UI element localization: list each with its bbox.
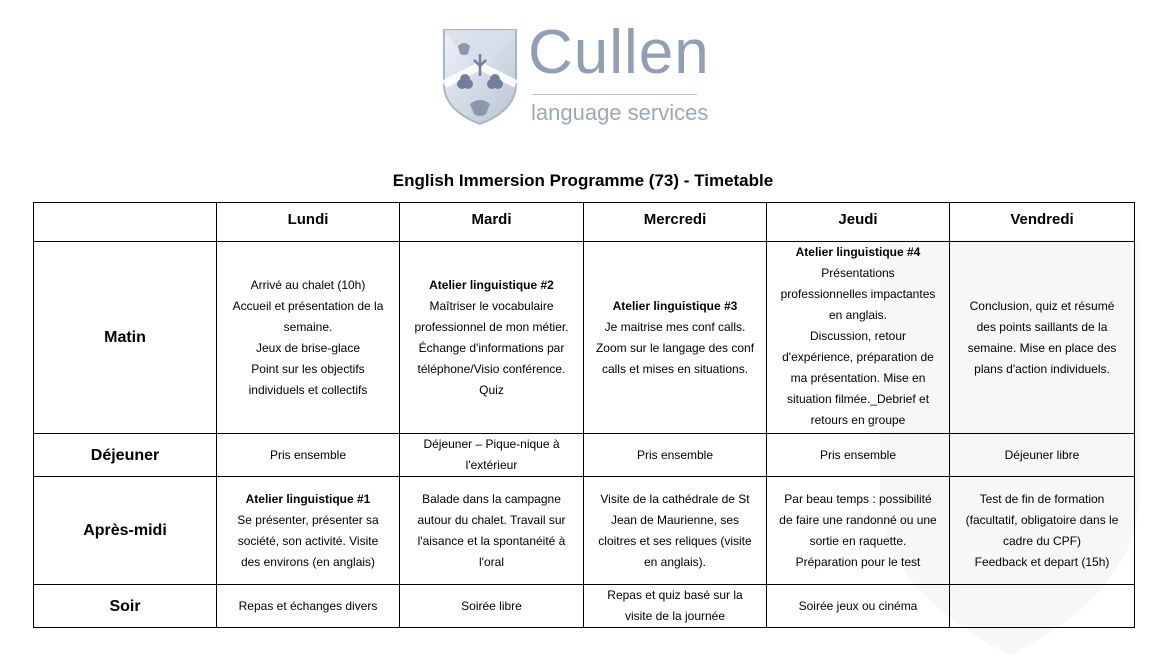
day-header-mardi: Mardi: [400, 203, 584, 242]
activity-cell: [584, 585, 767, 628]
corner-cell: [34, 203, 217, 242]
activity-text-line: sortie en raquette.: [809, 533, 907, 548]
activity-text-line: Se présenter, présenter sa: [237, 512, 379, 527]
logo-subtitle: language services: [531, 100, 709, 125]
header-row: [34, 203, 1135, 242]
activity-text-line: cloitres et ses reliques (visite: [598, 533, 752, 548]
activity-cell: [950, 434, 1135, 477]
activity-text-line: Échange d'informations par: [418, 340, 565, 355]
day-header-jeudi: Jeudi: [767, 203, 950, 242]
activity-text-line: d'expérience, préparation de: [782, 350, 934, 364]
activity-cell: [584, 242, 767, 434]
activity-cell: [950, 585, 1135, 628]
activity-text-line: plans d'action individuels.: [974, 361, 1110, 376]
activity-cell: [400, 242, 584, 434]
activity-cell: [950, 242, 1135, 434]
activity-text-line: Soirée jeux ou cinéma: [798, 598, 918, 613]
timetable-row: [34, 477, 1135, 585]
activity-text-line: situation filmée._Debrief et: [786, 392, 930, 406]
activity-cell: [400, 477, 584, 585]
activity-text-line: Arrivé au chalet (10h): [250, 277, 366, 292]
activity-cell: [217, 242, 400, 434]
activity-cell: [767, 242, 950, 434]
document-title: English Immersion Programme (73) - Timetable: [392, 171, 774, 190]
logo-divider: [532, 94, 697, 95]
activity-text-line: professionnel de mon métier.: [414, 319, 569, 334]
activity-text-line: l'oral: [479, 554, 504, 569]
timetable-row: [34, 585, 1135, 628]
activity-text-line: cadre du CPF): [1002, 533, 1082, 548]
shield-crest-icon: [440, 26, 520, 126]
timetable-row: [34, 242, 1135, 434]
activity-text-line: Repas et quiz basé sur la: [607, 588, 743, 602]
activity-text-line: visite de la journée: [624, 609, 726, 623]
activity-heading: Atelier linguistique #3: [612, 298, 738, 313]
activity-text-line: Feedback et depart (15h): [974, 554, 1110, 569]
activity-text-line: Pris ensemble: [269, 447, 347, 462]
activity-text-line: téléphone/Visio conférence.: [417, 361, 566, 376]
activity-text-line: Pris ensemble: [819, 447, 897, 462]
activity-text-line: Zoom sur le langage des conf: [595, 340, 755, 355]
activity-text-line: Balade dans la campagne: [422, 491, 561, 506]
activity-text-line: l'aisance et la spontanéité à: [417, 533, 566, 548]
activity-text-line: Point sur les objectifs: [251, 361, 365, 376]
timetable-row: [34, 434, 1135, 477]
activity-text-line: Repas et échanges divers: [238, 598, 378, 613]
activity-text-line: Test de fin de formation: [979, 491, 1105, 506]
activity-heading: Atelier linguistique #1: [245, 491, 371, 506]
activity-text-line: en anglais).: [643, 554, 707, 569]
timetable: [33, 202, 1135, 628]
activity-cell: [400, 434, 584, 477]
activity-text-line: Soirée libre: [461, 598, 522, 613]
activity-cell: [400, 585, 584, 628]
time-slot-label: Déjeuner: [34, 434, 217, 477]
activity-text-line: calls et mises en situations.: [601, 361, 749, 376]
time-slot-label: Soir: [34, 585, 217, 628]
activity-text-line: Jeux de brise-glace: [255, 340, 361, 355]
activity-cell: [767, 434, 950, 477]
activity-text-line: Présentations: [821, 266, 895, 280]
activity-cell: [217, 585, 400, 628]
activity-text-line: Pris ensemble: [636, 447, 714, 462]
activity-cell: [584, 434, 767, 477]
activity-text-line: (facultatif, obligatoire dans le: [965, 512, 1119, 527]
company-logo: [440, 18, 720, 136]
time-slot-label: Après-midi: [34, 477, 217, 585]
activity-text-line: professionnelles impactantes: [780, 287, 936, 301]
activity-text-line: Déjeuner – Pique-nique à: [423, 437, 560, 451]
activity-text-line: semaine.: [283, 319, 333, 334]
activity-text-line: ma présentation. Mise en: [790, 371, 926, 385]
time-slot-label: Matin: [34, 242, 217, 434]
activity-text-line: Conclusion, quiz et résumé: [969, 298, 1115, 313]
activity-text-line: des points saillants de la: [976, 319, 1108, 334]
activity-text-line: Accueil et présentation de la: [232, 298, 384, 313]
activity-cell: [584, 477, 767, 585]
activity-text-line: de faire une randonné ou une: [779, 512, 937, 527]
activity-text-line: en anglais.: [828, 308, 888, 322]
activity-text-line: Maîtriser le vocabulaire: [429, 298, 554, 313]
day-header-lundi: Lundi: [217, 203, 400, 242]
activity-cell: [950, 477, 1135, 585]
activity-heading: Atelier linguistique #2: [429, 277, 554, 292]
activity-cell: [767, 477, 950, 585]
activity-text-line: individuels et collectifs: [248, 382, 368, 397]
activity-cell: [767, 585, 950, 628]
activity-text-line: autour du chalet. Travail sur: [417, 512, 566, 527]
activity-cell: [217, 477, 400, 585]
activity-text-line: Je maitrise mes conf calls.: [604, 319, 746, 334]
activity-text-line: Déjeuner libre: [1004, 447, 1080, 462]
logo-wordmark: Cullen: [528, 18, 710, 87]
activity-heading: Atelier linguistique #4: [795, 245, 921, 259]
activity-text-line: retours en groupe: [810, 413, 906, 427]
timetable-body: [34, 242, 1135, 628]
activity-text-line: semaine. Mise en place des: [967, 340, 1117, 355]
day-header-vendredi: Vendredi: [950, 203, 1135, 242]
activity-text-line: Préparation pour le test: [795, 554, 921, 569]
activity-text-line: Par beau temps : possibilité: [784, 491, 932, 506]
activity-text-line: Quiz: [479, 382, 504, 397]
activity-text-line: l'extérieur: [465, 458, 518, 472]
activity-text-line: Discussion, retour: [809, 329, 907, 343]
activity-text-line: Jean de Maurienne, ses: [610, 512, 740, 527]
activity-text-line: société, son activité. Visite: [237, 533, 379, 548]
activity-text-line: des environs (en anglais): [240, 554, 376, 569]
day-header-mercredi: Mercredi: [584, 203, 767, 242]
activity-text-line: Visite de la cathédrale de St: [600, 491, 750, 506]
activity-cell: [217, 434, 400, 477]
